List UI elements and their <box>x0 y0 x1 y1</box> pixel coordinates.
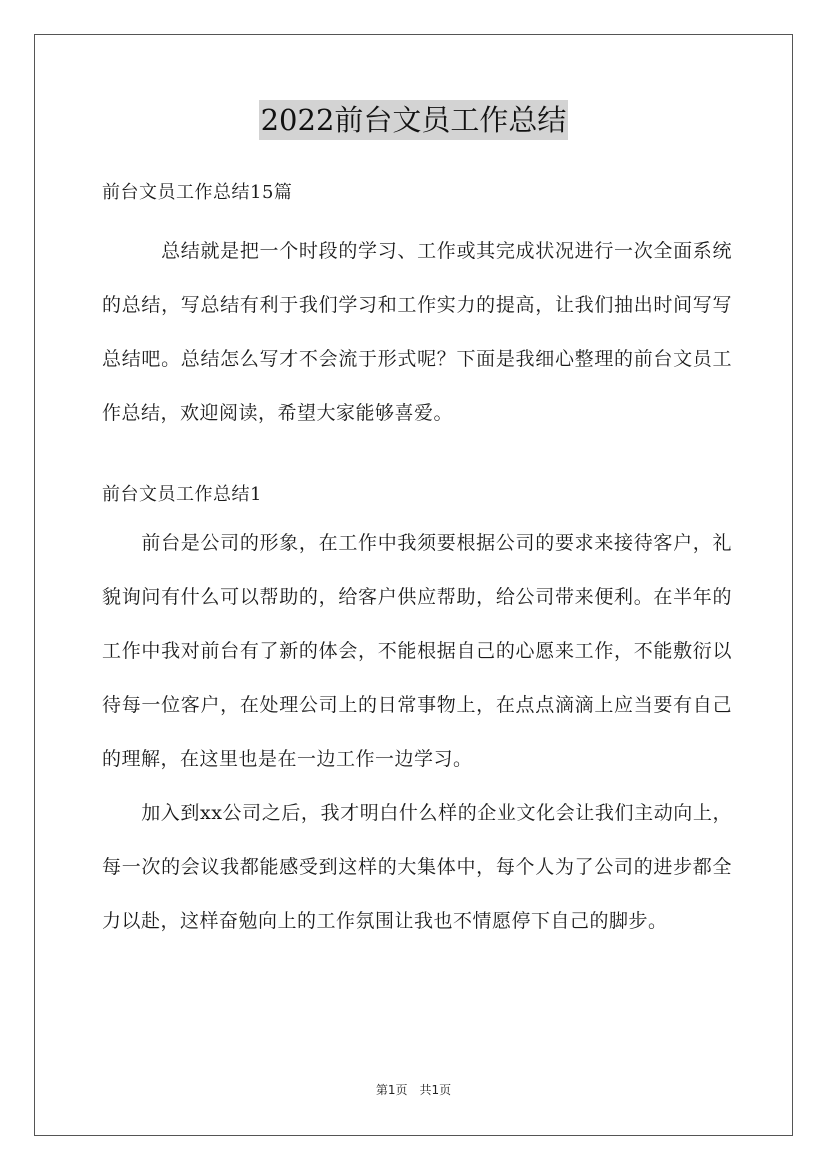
body-paragraph: 加入到xx公司之后，我才明白什么样的企业文化会让我们主动向上，每一次的会议我都能感受到这样的大集体中，每个人为了公司的进步都全力以赴，这样奋勉向上的工作氛围让我也不情愿停下自己的脚步。 <box>102 802 732 932</box>
intro-paragraph: 总结就是把一个时段的学习、工作或其完成状况进行一次全面系统的总结，写总结有利于我们学习和工作实力的提高，让我们抽出时间写写总结吧。总结怎么写才不会流于形式呢？下面是我细心整理的前台文员工作总结，欢迎阅读，希望大家能够喜爱。 <box>102 240 732 424</box>
document-title: 2022前台文员工作总结 <box>259 100 569 140</box>
page-number-label: 第1页 共1页 <box>375 1083 452 1097</box>
section-heading: 前台文员工作总结1 <box>102 484 262 505</box>
title-container <box>0 100 827 140</box>
spacer <box>102 440 732 474</box>
spacer <box>102 214 732 224</box>
document-subtitle: 前台文员工作总结15篇 <box>102 182 293 203</box>
body-paragraph: 前台是公司的形象，在工作中我须要根据公司的要求来接待客户，礼貌询问有什么可以帮助的，给客户供应帮助，给公司带来便利。在半年的工作中我对前台有了新的体会，不能根据自己的心愿来工作，不能敷衍以待每一位客户，在处理公司上的日常事物上，在点点滴滴上应当要有自己的理解，在这里也是在一边工作一边学习。 <box>102 532 732 770</box>
document-body <box>102 172 732 948</box>
page-footer <box>0 1081 827 1098</box>
